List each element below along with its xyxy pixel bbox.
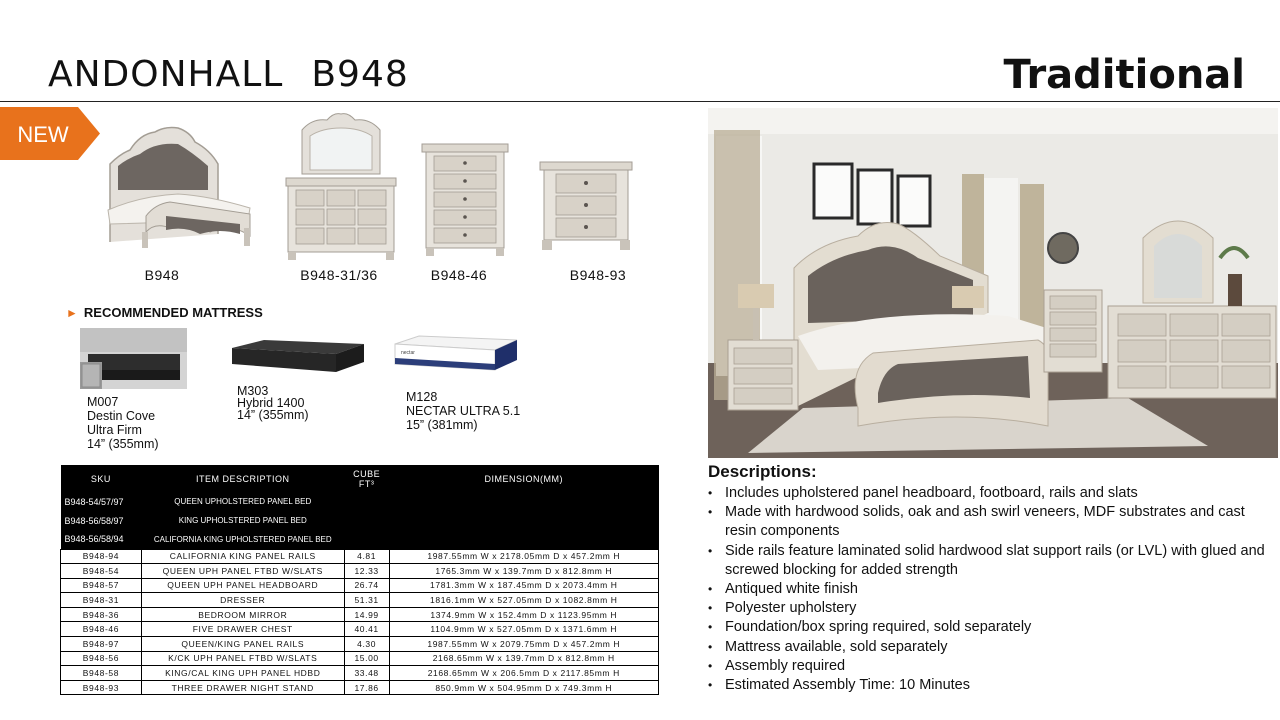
row-description: K/CK UPH PANEL FTBD W/SLATS (141, 651, 344, 666)
row-sku: B948-93 (61, 680, 142, 695)
header-divider (0, 101, 1280, 102)
new-badge-label: NEW (17, 122, 69, 147)
row-cube: 26.74 (344, 578, 389, 593)
mattress-line: 14” (355mm) (237, 408, 309, 422)
mattress-line: 14” (355mm) (87, 437, 159, 451)
row-dimension: 1816.1mm W x 527.05mm D x 1082.8mm H (389, 593, 658, 608)
set-description: CALIFORNIA KING UPHOLSTERED PANEL BED (141, 530, 344, 549)
nightstand-icon (538, 160, 634, 252)
collection-title (48, 54, 437, 95)
mattress-m303-image (228, 338, 368, 378)
set-row (61, 511, 659, 530)
bed-icon (100, 124, 256, 256)
set-sku: B948-56/58/94 (61, 530, 142, 549)
cube-header-line1: CUBE (353, 468, 381, 479)
description-item: • Foundation/box spring required, sold separately (708, 618, 1268, 637)
row-cube: 14.99 (344, 607, 389, 622)
row-dimension: 1765.3mm W x 139.7mm D x 812.8mm H (389, 564, 658, 579)
mattress-line: M007 (87, 395, 119, 409)
description-item: • Mattress available, sold separately (708, 638, 1268, 657)
row-description: QUEEN/KING PANEL RAILS (141, 637, 344, 652)
table-row (61, 622, 659, 637)
column-header-description: ITEM DESCRIPTION (141, 465, 344, 492)
row-sku: B948-58 (61, 666, 142, 681)
table-header-row (61, 465, 659, 492)
cube-header-line2: FT³ (358, 478, 375, 489)
row-dimension: 1987.55mm W x 2079.75mm D x 457.2mm H (389, 637, 658, 652)
mattress-line: M128 (406, 390, 438, 404)
row-sku: B948-46 (61, 622, 142, 637)
row-description: QUEEN UPH PANEL FTBD W/SLATS (141, 564, 344, 579)
mattress-m128-image (393, 332, 519, 380)
row-description: KING/CAL KING UPH PANEL HDBD (141, 666, 344, 681)
row-sku: B948-36 (61, 607, 142, 622)
spec-table (60, 465, 659, 695)
row-cube: 51.31 (344, 593, 389, 608)
table-row (61, 549, 659, 564)
new-badge (0, 107, 100, 160)
row-dimension: 1104.9mm W x 527.05mm D x 1371.6mm H (389, 622, 658, 637)
table-row (61, 651, 659, 666)
description-item: • Estimated Assembly Time: 10 Minutes (708, 676, 1268, 695)
mattress-m007-image (80, 328, 187, 389)
table-row (61, 564, 659, 579)
row-description: THREE DRAWER NIGHT STAND (141, 680, 344, 695)
product-label-dresser: B948-31/36 (300, 267, 378, 283)
description-item: • Antiqued white finish (708, 580, 1268, 599)
description-item: • Side rails feature laminated solid hardwood slat support rails (or LVL) with glued and screwed blocking for added strength (708, 542, 1268, 580)
row-cube: 33.48 (344, 666, 389, 681)
table-row (61, 578, 659, 593)
row-cube: 4.30 (344, 637, 389, 652)
row-dimension: 2168.65mm W x 206.5mm D x 2117.85mm H (389, 666, 658, 681)
triangle-bullet-icon: ► (66, 305, 78, 320)
row-description: CALIFORNIA KING PANEL RAILS (141, 549, 344, 564)
recommended-mattress-label: RECOMMENDED MATTRESS (83, 305, 263, 320)
dresser-mirror-icon (282, 112, 400, 262)
row-description: DRESSER (141, 593, 344, 608)
row-dimension: 1781.3mm W x 187.45mm D x 2073.4mm H (389, 578, 658, 593)
chest-icon (420, 140, 510, 258)
table-row (61, 666, 659, 681)
row-dimension: 1374.9mm W x 152.4mm D x 1123.95mm H (389, 607, 658, 622)
collection-name: ANDONHALL (48, 54, 284, 95)
style-label: Traditional (1003, 52, 1245, 98)
svg-text:nectar: nectar (401, 350, 415, 356)
mattress-m128-info (406, 390, 520, 432)
row-dimension: 850.9mm W x 504.95mm D x 749.3mm H (389, 680, 658, 695)
row-sku: B948-56 (61, 651, 142, 666)
row-cube: 40.41 (344, 622, 389, 637)
mattress-line: 15” (381mm) (406, 418, 478, 432)
row-cube: 15.00 (344, 651, 389, 666)
row-cube: 17.86 (344, 680, 389, 695)
description-item: • Made with hardwood solids, oak and ash swirl veneers, MDF substrates and cast resin components (708, 503, 1268, 541)
row-sku: B948-54 (61, 564, 142, 579)
product-label-nightstand: B948-93 (569, 267, 627, 283)
row-sku: B948-31 (61, 593, 142, 608)
row-dimension: 2168.65mm W x 139.7mm D x 812.8mm H (389, 651, 658, 666)
table-row (61, 637, 659, 652)
row-description: BEDROOM MIRROR (141, 607, 344, 622)
row-cube: 4.81 (344, 549, 389, 564)
product-label-bed: B948 (144, 267, 180, 283)
table-row (61, 607, 659, 622)
set-sku: B948-54/57/97 (61, 492, 142, 511)
set-description: QUEEN UPHOLSTERED PANEL BED (141, 492, 344, 511)
mattress-line: NECTAR ULTRA 5.1 (406, 404, 521, 418)
descriptions-heading: Descriptions: (708, 462, 817, 481)
set-row (61, 530, 659, 549)
set-sku: B948-56/58/97 (61, 511, 142, 530)
series-code: B948 (311, 54, 409, 95)
mattress-line: M303 (237, 384, 269, 398)
row-description: FIVE DRAWER CHEST (141, 622, 344, 637)
set-description: KING UPHOLSTERED PANEL BED (141, 511, 344, 530)
description-item: • Assembly required (708, 657, 1268, 676)
row-cube: 12.33 (344, 564, 389, 579)
column-header-dimension: DIMENSION(MM) (389, 465, 658, 492)
description-item: • Polyester upholstery (708, 599, 1268, 618)
column-header-cube (344, 465, 389, 492)
descriptions-list (708, 484, 1268, 695)
description-item: • Includes upholstered panel headboard, footboard, rails and slats (708, 484, 1268, 503)
row-sku: B948-94 (61, 549, 142, 564)
mattress-m007-info (87, 395, 159, 451)
row-dimension: 1987.55mm W x 2178.05mm D x 457.2mm H (389, 549, 658, 564)
table-row (61, 680, 659, 695)
table-row (61, 593, 659, 608)
column-header-sku: SKU (61, 465, 142, 492)
mattress-m303-info (237, 385, 309, 421)
mattress-line: Ultra Firm (87, 423, 142, 437)
row-sku: B948-57 (61, 578, 142, 593)
recommended-mattress-heading (66, 305, 263, 320)
row-description: QUEEN UPH PANEL HEADBOARD (141, 578, 344, 593)
product-label-chest: B948-46 (430, 267, 488, 283)
bedroom-room-photo (708, 108, 1278, 458)
mattress-line: Hybrid 1400 (237, 396, 305, 410)
mattress-line: Destin Cove (87, 409, 156, 423)
set-row (61, 492, 659, 511)
row-sku: B948-97 (61, 637, 142, 652)
